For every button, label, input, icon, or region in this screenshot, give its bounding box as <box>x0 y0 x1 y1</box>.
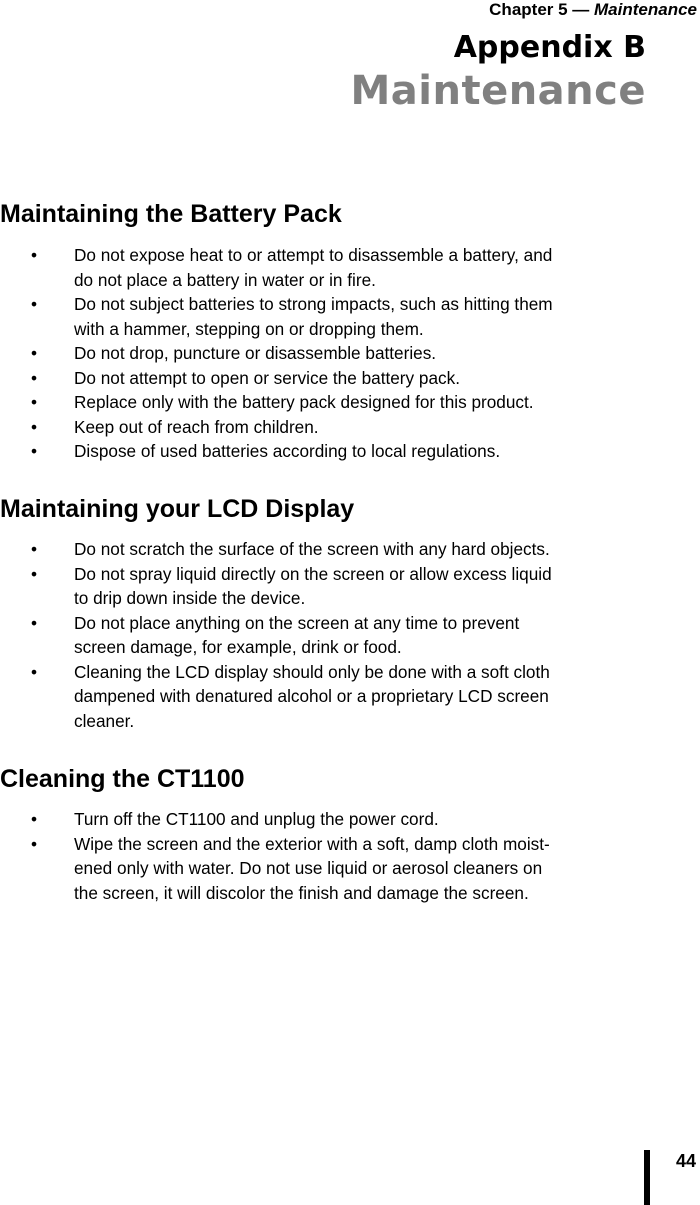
list-item-line: Do not attempt to open or service the battery pack. <box>74 367 460 388</box>
list-item-line: screen damage, for example, drink or food. <box>74 637 402 657</box>
list-item-line: Do not drop, puncture or disassemble batteries. <box>74 343 437 363</box>
bullet-list <box>0 807 660 905</box>
list-item <box>0 390 660 415</box>
bullet-marker: • <box>31 367 38 388</box>
list-item-line: Replace only with the battery pack designed for this product. <box>74 392 534 412</box>
list-item <box>0 832 660 906</box>
chapter-title: Maintenance <box>594 0 697 19</box>
list-item-line: Do not expose heat to or attempt to disassemble a battery, and <box>74 245 553 265</box>
bullet-marker: • <box>31 612 38 633</box>
bullet-marker: • <box>31 343 38 363</box>
list-item-line: with a hammer, stepping on or dropping them. <box>74 318 424 339</box>
appendix-label: Appendix B <box>453 30 646 65</box>
section-battery-pack <box>0 199 660 464</box>
bullet-marker: • <box>31 539 38 559</box>
list-item-line: Do not place anything on the screen at any time to prevent <box>74 612 520 633</box>
list-item <box>0 292 660 341</box>
list-item-line: Do not spray liquid directly on the screen or allow excess liquid <box>74 563 552 584</box>
list-item-line: Keep out of reach from children. <box>74 416 319 437</box>
list-item-line: Dispose of used batteries according to local regulations. <box>74 441 501 461</box>
list-item-line: Wipe the screen and the exterior with a soft, damp cloth moist- <box>74 833 550 854</box>
list-item <box>0 537 660 562</box>
list-item-line: Turn off the CT1100 and unplug the power cord. <box>74 809 439 829</box>
appendix-title: Maintenance <box>350 68 646 114</box>
list-item <box>0 243 660 292</box>
list-item <box>0 439 660 464</box>
list-item-line: do not place a battery in water or in fire. <box>74 269 376 290</box>
bullet-marker: • <box>31 392 38 412</box>
list-item-line: ened only with water. Do not use liquid or aerosol cleaners on <box>74 858 543 878</box>
bullet-marker: • <box>31 563 38 584</box>
section-lcd-display <box>0 494 660 733</box>
section-heading: Maintaining your LCD Display <box>0 495 355 523</box>
list-item-line: Cleaning the LCD display should only be done with a soft cloth <box>74 661 550 682</box>
bullet-marker: • <box>31 809 38 829</box>
bullet-marker: • <box>31 294 38 314</box>
list-item <box>0 562 660 611</box>
section-heading: Cleaning the CT1100 <box>0 765 245 793</box>
bullet-marker: • <box>31 416 38 437</box>
list-item <box>0 660 660 734</box>
list-item-line: to drip down inside the device. <box>74 588 306 608</box>
list-item <box>0 341 660 366</box>
list-item-line: the screen, it will discolor the finish and damage the screen. <box>74 882 529 903</box>
list-item <box>0 807 660 832</box>
chapter-label: Chapter 5 — <box>489 0 595 19</box>
list-item-line: Do not scratch the surface of the screen with any hard objects. <box>74 539 550 559</box>
bullet-marker: • <box>31 441 38 461</box>
running-header <box>489 0 697 20</box>
list-item-line: cleaner. <box>74 710 135 731</box>
bullet-marker: • <box>31 833 38 854</box>
list-item <box>0 611 660 660</box>
bullet-list <box>0 537 660 733</box>
section-heading: Maintaining the Battery Pack <box>0 200 342 228</box>
bullet-marker: • <box>31 661 38 682</box>
list-item-line: Do not subject batteries to strong impacts, such as hitting them <box>74 294 553 314</box>
bullet-list <box>0 243 660 464</box>
list-item-line: dampened with denatured alcohol or a proprietary LCD screen <box>74 686 549 706</box>
list-item <box>0 366 660 391</box>
list-item <box>0 415 660 440</box>
section-cleaning <box>0 764 660 905</box>
page-number: 44 <box>675 1151 696 1171</box>
bullet-marker: • <box>31 245 38 265</box>
page-marker-bar <box>644 1150 650 1205</box>
